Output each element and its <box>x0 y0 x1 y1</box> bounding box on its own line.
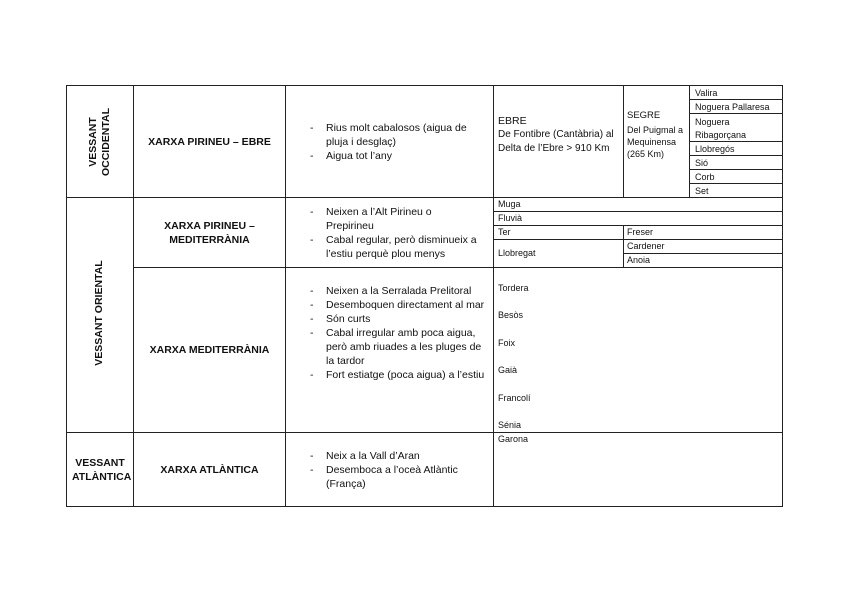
desc-pirineu-ebre <box>308 121 486 163</box>
xarxa-atlantica: XARXA ATLÀNTICA <box>160 463 259 476</box>
afluent-llobregos: Llobregós <box>695 144 735 154</box>
list-item: - Desemboca a l’oceà Atlàntic (França) <box>308 463 486 491</box>
riu-besos: Besòs <box>498 310 524 320</box>
segre-detail: Del Puigmal a Mequinensa (265 Km) <box>627 125 684 159</box>
segre-cell <box>627 109 687 160</box>
list-item: - Aigua tot l’any <box>308 149 486 163</box>
vessant-occidental-label: VESSANT OCCIDENTAL <box>87 107 112 177</box>
afluent-corb: Corb <box>695 172 715 182</box>
list-item: - Fort estiatge (poca aigua) a l’estiu <box>308 368 486 382</box>
riu-fluvia: Fluvià <box>498 213 523 223</box>
list-item: - Neixen a l’Alt Pirineu o Prepirineu <box>308 205 490 233</box>
list-item: - Són curts <box>308 312 486 326</box>
desc-mediterrania <box>308 284 486 382</box>
riu-cardener: Cardener <box>627 241 665 251</box>
riu-foix: Foix <box>498 338 516 348</box>
ebre-name: EBRE <box>498 115 527 127</box>
list-item: - Cabal irregular amb poca aigua, però amb riuades a les pluges de la tardor <box>308 326 486 368</box>
riu-freser: Freser <box>627 227 654 237</box>
afluent-line <box>689 155 782 156</box>
xarxa-pirineu-ebre: XARXA PIRINEU – EBRE <box>148 135 271 148</box>
ebre-segre-divider <box>623 85 624 197</box>
riu-senia: Sénia <box>498 420 522 430</box>
river-row-line <box>493 225 782 226</box>
riu-gaia: Gaià <box>498 365 518 375</box>
river-row-line <box>493 211 782 212</box>
afluent-line <box>689 113 782 114</box>
table-border-bottom <box>66 506 782 507</box>
afluent-line <box>689 169 782 170</box>
list-item: - Cabal regular, però disminueix a l’estiu perquè plou menys <box>308 233 490 261</box>
river-row-line <box>623 253 782 254</box>
riu-muga: Muga <box>498 199 521 209</box>
list-item: - Rius molt cabalosos (aigua de pluja i desglaç) <box>308 121 486 149</box>
sub-river-divider <box>623 225 624 267</box>
list-item: - Neixen a la Serralada Prelitoral <box>308 284 486 298</box>
desc-atlantica <box>308 449 486 491</box>
afluent-line <box>689 99 782 100</box>
river-row-line <box>493 239 782 240</box>
riu-tordera: Tordera <box>498 283 529 293</box>
col-divider-3 <box>493 85 494 507</box>
list-item: - Desemboquen directament al mar <box>308 298 486 312</box>
afluent-noguera-pallaresa: Noguera Pallaresa <box>695 102 770 112</box>
col-divider-2 <box>285 85 286 507</box>
afluent-sio: Sió <box>695 158 709 168</box>
segre-name: SEGRE <box>627 110 661 121</box>
riu-ter: Ter <box>498 227 511 237</box>
vessant-atlantica-label: VESSANT ATLÀNTICA <box>72 456 132 483</box>
afluent-valira: Valira <box>695 88 718 98</box>
ebre-detail: De Fontibre (Cantàbria) al Delta de l’Ebre > 910 Km <box>498 129 614 154</box>
riu-anoia: Anoia <box>627 255 651 265</box>
riu-garona: Garona <box>498 434 529 444</box>
xarxa-mediterrania: XARXA MEDITERRÀNIA <box>149 344 270 356</box>
afluent-noguera-ribagorcana: Noguera Ribagorçana <box>695 117 747 140</box>
afluent-line <box>689 183 782 184</box>
vessant-oriental-label: VESSANT ORIENTAL <box>93 260 105 366</box>
table-border-right <box>782 85 783 507</box>
desc-pirineu-mediterrania <box>308 205 490 261</box>
riu-llobregat: Llobregat <box>498 248 536 258</box>
ebre-cell <box>498 114 620 156</box>
riu-francoli: Francolí <box>498 393 531 403</box>
xarxa-pirineu-mediterrania: XARXA PIRINEU – MEDITERRÀNIA <box>164 219 255 246</box>
list-item: - Neix a la Vall d’Aran <box>308 449 486 463</box>
afluent-set: Set <box>695 186 709 196</box>
